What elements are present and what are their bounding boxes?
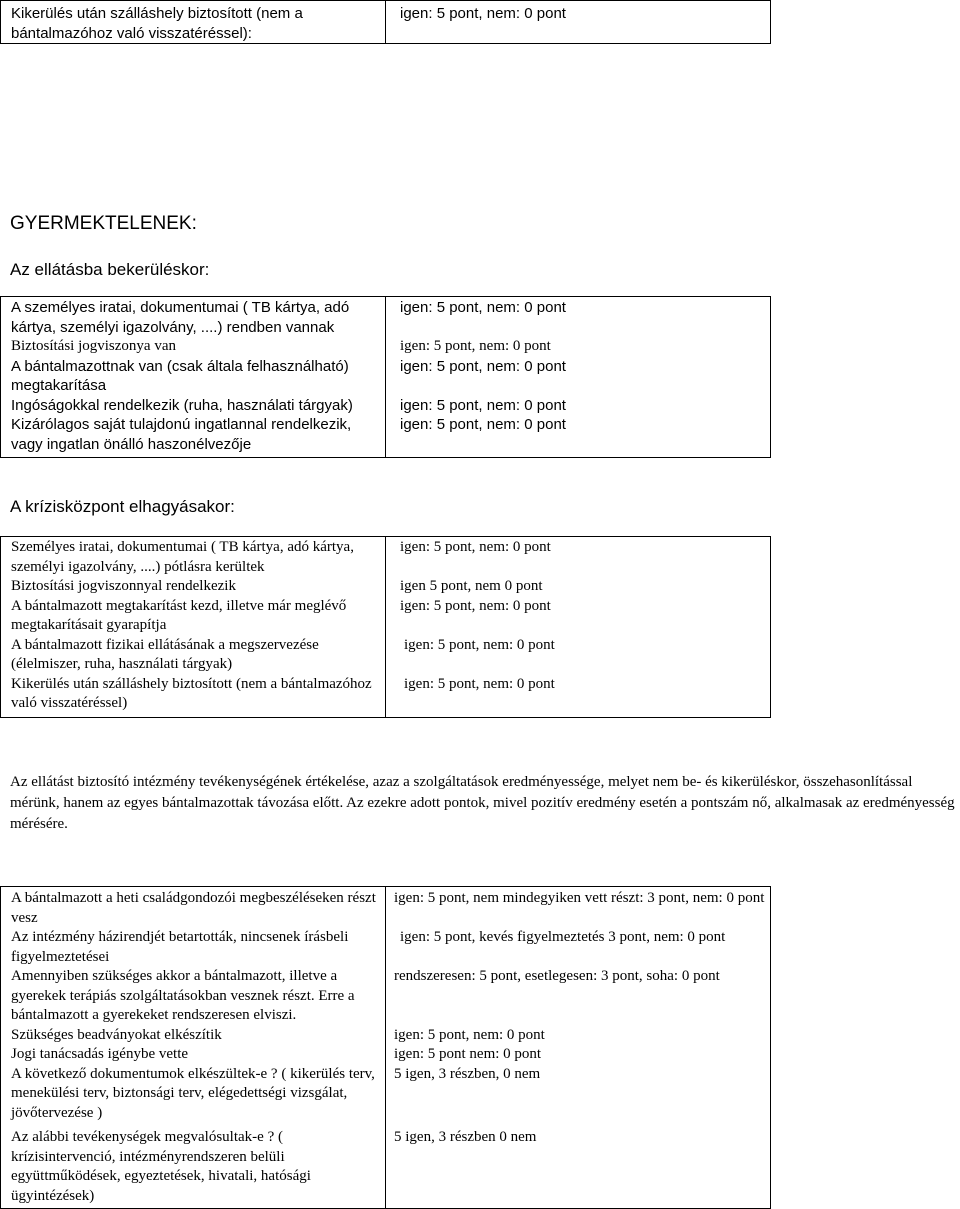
table-row — [1, 537, 771, 578]
table-row — [1, 1, 771, 44]
entry-criteria-table — [0, 296, 771, 458]
criterion-cell: Amennyiben szükséges akkor a bántalmazott, illetve a gyerekek terápiás szolgáltatásokban vesznek részt. Erre a bántalmazott a gyerekeket rendszeresen elviszi. — [1, 967, 386, 1026]
entry-heading: Az ellátásba bekerüléskor: — [10, 260, 210, 279]
table-row — [1, 415, 771, 458]
score-cell: igen: 5 pont, nem: 0 pont — [400, 338, 551, 354]
table-row — [1, 597, 771, 636]
criterion-cell: A bántalmazott fizikai ellátásának a megszervezése (élelmiszer, ruha, használati tárgyak) — [1, 636, 386, 675]
evaluation-paragraph: Az ellátást biztosító intézmény tevékenységének értékelése, azaz a szolgáltatások eredményessége, melyet nem be- és kikerüléskor, összehasonlítással mérünk, hanem az egyes bántalmazottak távozása előtt. Az ezekre adott pontok, mivel pozitív eredmény esetén a pontszám nő, alkalmasak az eredményesség mérésére. — [10, 774, 955, 832]
score-cell: igen: 5 pont, kevés figyelmeztetés 3 pont, nem: 0 pont — [400, 929, 726, 945]
table-row — [1, 1065, 771, 1129]
score-cell: igen: 5 pont nem: 0 pont — [394, 1046, 542, 1062]
table-row — [1, 337, 771, 357]
criterion-cell: Szükséges beadványokat elkészítik — [1, 1026, 386, 1046]
criterion-cell: A bántalmazott megtakarítást kezd, illetve már meglévő megtakarításait gyarapítja — [1, 597, 386, 636]
score-cell: igen: 5 pont, nem: 0 pont — [400, 357, 566, 375]
score-cell: igen: 5 pont, nem: 0 pont — [400, 539, 551, 555]
score-cell: igen: 5 pont, nem: 0 pont — [404, 636, 555, 653]
criterion-cell: Jogi tanácsadás igénybe vette — [1, 1045, 386, 1065]
score-cell: igen: 5 pont, nem: 0 pont — [400, 396, 566, 414]
criterion-cell: A személyes iratai, dokumentumai ( TB kártya, adó kártya, személyi igazolvány, ....) rendben vannak — [1, 297, 386, 338]
table-row — [1, 577, 771, 597]
criterion-cell: Az intézmény házirendjét betartották, nincsenek írásbeli figyelmeztetései — [1, 928, 386, 967]
criterion-cell: Ingóságokkal rendelkezik (ruha, használati tárgyak) — [1, 396, 386, 416]
exit-heading: A krízisközpont elhagyásakor: — [10, 497, 235, 516]
criterion-cell: Kizárólagos saját tulajdonú ingatlannal rendelkezik, vagy ingatlan önálló haszonélvezője — [1, 415, 386, 458]
score-cell: igen: 5 pont, nem: 0 pont — [400, 5, 566, 22]
criterion-cell: Személyes iratai, dokumentumai ( TB kártya, adó kártya, személyi igazolvány, ....) pótlásra kerültek — [1, 537, 386, 578]
score-cell: igen 5 pont, nem 0 pont — [400, 578, 543, 594]
criterion-cell: A bántalmazottnak van (csak általa felhasználható) megtakarítása — [1, 357, 386, 396]
score-cell: 5 igen, 3 részben, 0 nem — [394, 1065, 541, 1082]
score-cell: igen: 5 pont, nem: 0 pont — [400, 299, 566, 316]
section-title: GYERMEKTELENEK: — [10, 213, 197, 234]
criterion-cell: A bántalmazott a heti családgondozói megbeszéléseken részt vesz — [1, 887, 386, 929]
exit-criteria-table — [0, 536, 771, 718]
top-criteria-table — [0, 0, 771, 44]
evaluation-table — [0, 886, 771, 1209]
criterion-cell: Kikerülés után szálláshely biztosított (nem a bántalmazóhoz való visszatéréssel) — [1, 675, 386, 718]
score-cell: igen: 5 pont, nem: 0 pont — [400, 416, 566, 433]
table-row — [1, 297, 771, 338]
table-row — [1, 928, 771, 967]
score-cell: igen: 5 pont, nem: 0 pont — [394, 1026, 545, 1043]
score-cell: rendszeresen: 5 pont, esetlegesen: 3 pont, soha: 0 pont — [394, 968, 720, 984]
criterion-cell: Az alábbi tevékenységek megvalósultak-e ? ( krízisintervenció, intézményrendszeren belüli együttműködések, egyeztetések, hivatali, hatósági ügyintézések) — [1, 1128, 386, 1209]
table-row — [1, 1045, 771, 1065]
criterion-cell: Biztosítási jogviszonnyal rendelkezik — [1, 577, 386, 597]
table-row — [1, 396, 771, 416]
table-row — [1, 357, 771, 396]
criterion-cell: A következő dokumentumok elkészültek-e ? ( kikerülés terv, menekülési terv, biztonsági terv, elégedettségi vizsgálat, jövőtervezése ) — [1, 1065, 386, 1129]
score-cell: igen: 5 pont, nem: 0 pont — [404, 675, 555, 692]
score-cell: 5 igen, 3 részben 0 nem — [394, 1129, 537, 1145]
table-row — [1, 675, 771, 718]
score-cell: igen: 5 pont, nem mindegyiken vett részt: 3 pont, nem: 0 pont — [394, 890, 765, 906]
table-row — [1, 967, 771, 1026]
table-row — [1, 1026, 771, 1046]
criterion-cell: Biztosítási jogviszonya van — [1, 337, 386, 357]
table-row — [1, 1128, 771, 1209]
criterion-cell: Kikerülés után szálláshely biztosított (nem a bántalmazóhoz való visszatéréssel): — [1, 1, 386, 44]
score-cell: igen: 5 pont, nem: 0 pont — [400, 597, 551, 614]
table-row — [1, 887, 771, 929]
table-row — [1, 636, 771, 675]
